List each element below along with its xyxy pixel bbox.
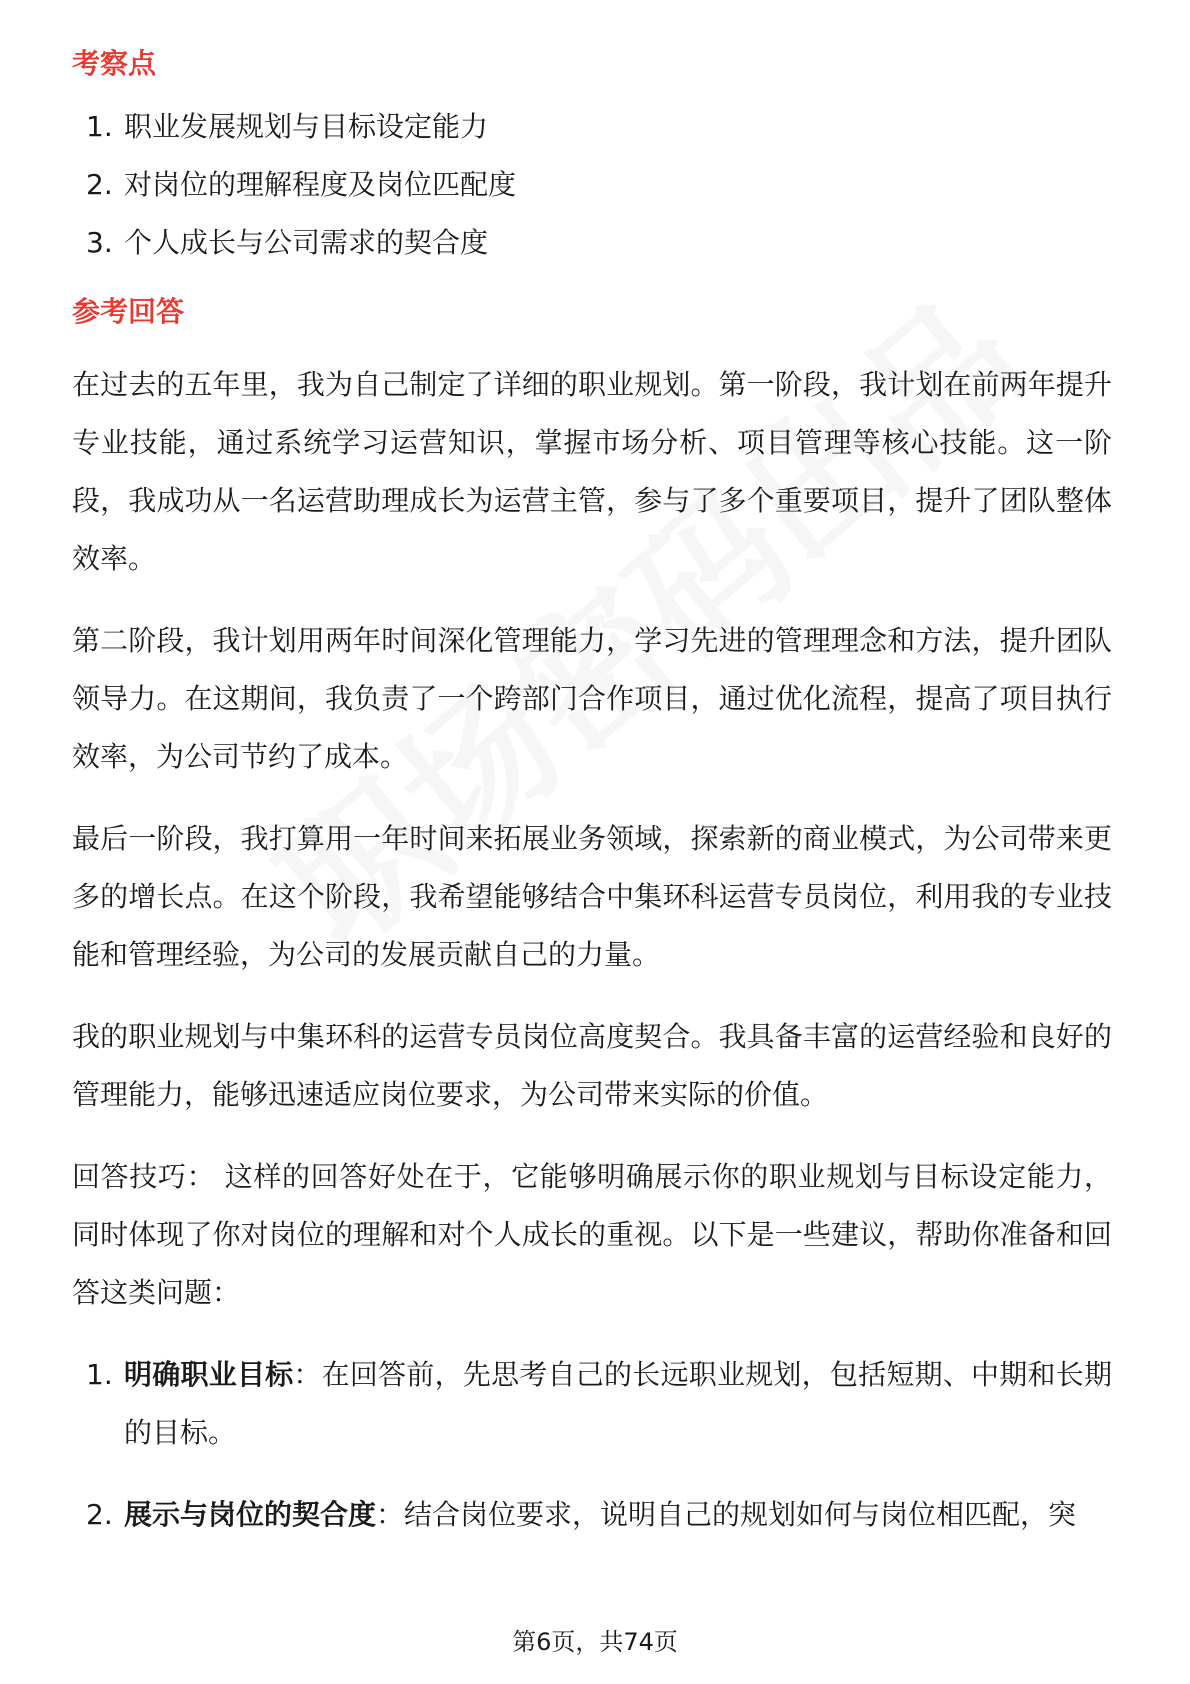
list-item-text: 职业发展规划与目标设定能力: [124, 110, 489, 143]
tip-text: ：结合岗位要求，说明自己的规划如何与岗位相匹配，突: [376, 1498, 1077, 1531]
list-item: [72, 214, 1112, 272]
list-item: [72, 98, 1112, 156]
list-item-number: 3.: [86, 226, 113, 259]
answer-paragraph: 我的职业规划与中集环科的运营专员岗位高度契合。我具备丰富的运营经验和良好的管理能力，能够迅速适应岗位要求，为公司带来实际的价值。: [72, 1020, 1112, 1111]
tips-intro-paragraph: 回答技巧： 这样的回答好处在于，它能够明确展示你的职业规划与目标设定能力，同时体现了你对岗位的理解和对个人成长的重视。以下是一些建议，帮助你准备和回答这类问题：: [72, 1160, 1112, 1309]
list-item-number: 2.: [86, 168, 113, 201]
criteria-heading: 考察点: [72, 47, 157, 80]
page-number: 第6页，共74页: [512, 1628, 678, 1656]
tips-list: [72, 1346, 1112, 1544]
answer-paragraph: 第二阶段，我计划用两年时间深化管理能力，学习先进的管理理念和方法，提升团队领导力。在这期间，我负责了一个跨部门合作项目，通过优化流程，提高了项目执行效率，为公司节约了成本。: [72, 624, 1112, 773]
list-item: [72, 1346, 1112, 1462]
answer-paragraph: 最后一阶段，我打算用一年时间来拓展业务领域，探索新的商业模式，为公司带来更多的增长点。在这个阶段，我希望能够结合中集环科运营专员岗位，利用我的专业技能和管理经验，为公司的发展贡献自己的力量。: [72, 822, 1112, 971]
tip-text: ：在回答前，先思考自己的长远职业规划，包括短期、中期和长期的目标。: [124, 1358, 1112, 1449]
tip-keyword: 明确职业目标: [124, 1358, 294, 1391]
list-item: [72, 1486, 1112, 1544]
tip-keyword: 展示与岗位的契合度: [124, 1498, 377, 1531]
criteria-list: [72, 98, 1112, 272]
list-item-text: 个人成长与公司需求的契合度: [124, 226, 489, 259]
list-item-number: 1.: [86, 1358, 113, 1391]
document-page: [72, 44, 1112, 1544]
list-item-number: 1.: [86, 110, 113, 143]
answer-paragraph: 在过去的五年里，我为自己制定了详细的职业规划。第一阶段，我计划在前两年提升专业技能，通过系统学习运营知识，掌握市场分析、项目管理等核心技能。这一阶段，我成功从一名运营助理成长为运营主管，参与了多个重要项目，提升了团队整体效率。: [72, 368, 1112, 575]
list-item-number: 2.: [86, 1498, 113, 1531]
list-item-text: 对岗位的理解程度及岗位匹配度: [124, 168, 517, 201]
list-item: [72, 156, 1112, 214]
answer-heading: 参考回答: [72, 295, 185, 328]
